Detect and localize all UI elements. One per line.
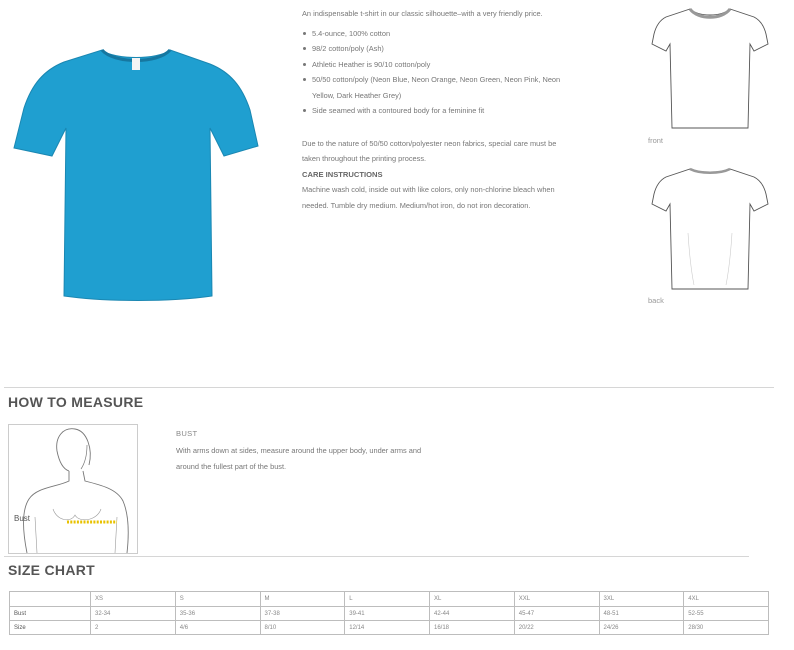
size-header-row (10, 592, 769, 607)
care-instructions-title: CARE INSTRUCTIONS (302, 169, 383, 179)
flat-back-label: back (648, 296, 664, 305)
feature-item: Athletic Heather is 90/10 cotton/poly (302, 57, 562, 73)
table-cell: 20/22 (514, 621, 599, 635)
flat-front-label: front (648, 136, 664, 145)
table-cell: 39-41 (345, 607, 430, 621)
table-cell: 42-44 (430, 607, 515, 621)
table-row (10, 621, 769, 635)
table-cell: 32-34 (91, 607, 176, 621)
size-header-cell: XS (91, 592, 176, 607)
bust-figure-label: Bust (14, 514, 31, 523)
table-cell: 12/14 (345, 621, 430, 635)
shirt-body (14, 50, 258, 301)
flat-sketch-back (650, 165, 770, 293)
corner-cell (10, 592, 91, 607)
bust-heading: BUST (176, 429, 198, 438)
product-shirt-image (10, 44, 260, 304)
bust-measure-figure (8, 424, 138, 554)
table-cell: 2 (91, 621, 176, 635)
feature-list (302, 26, 562, 119)
bust-instructions: With arms down at sides, measure around the upper body, under arms and around the fullest part of the bust. (176, 446, 422, 471)
table-cell: 48-51 (599, 607, 684, 621)
size-header-cell: 4XL (684, 592, 769, 607)
size-chart-table (9, 591, 769, 635)
table-cell: 4/6 (175, 621, 260, 635)
row-label: Size (10, 621, 91, 635)
table-cell: 52-55 (684, 607, 769, 621)
feature-item: 98/2 cotton/poly (Ash) (302, 41, 562, 57)
table-cell: 16/18 (430, 621, 515, 635)
table-cell: 45-47 (514, 607, 599, 621)
flat-sketch-front (650, 6, 770, 132)
feature-item: 5.4-ounce, 100% cotton (302, 26, 562, 42)
feature-item: 50/50 cotton/poly (Neon Blue, Neon Orange, Neon Green, Neon Pink, Neon Yellow, Dark Heather Grey) (302, 72, 562, 103)
size-header-cell: XL (430, 592, 515, 607)
table-cell: 24/26 (599, 621, 684, 635)
table-cell: 37-38 (260, 607, 345, 621)
woman-figure-illustration (9, 425, 137, 553)
product-intro: An indispensable t-shirt in our classic silhouette–with a very friendly price. (302, 9, 543, 18)
size-header-cell: 3XL (599, 592, 684, 607)
size-header-cell: L (345, 592, 430, 607)
table-cell: 28/30 (684, 621, 769, 635)
size-header-cell: S (175, 592, 260, 607)
table-row (10, 607, 769, 621)
section-divider (4, 556, 749, 557)
shirt-tag (132, 58, 140, 70)
table-cell: 35-36 (175, 607, 260, 621)
neon-fabric-note: Due to the nature of 50/50 cotton/polyester neon fabrics, special care must be taken throughout the printing process. (302, 138, 557, 163)
feature-item: Side seamed with a contoured body for a feminine fit (302, 103, 562, 119)
care-instructions-text: Machine wash cold, inside out with like colors, only non-chlorine bleach when needed. Tumble dry medium. Medium/hot iron, do not iron decoration. (302, 185, 555, 210)
size-header-cell: M (260, 592, 345, 607)
table-cell: 8/10 (260, 621, 345, 635)
section-divider (4, 387, 774, 388)
size-header-cell: XXL (514, 592, 599, 607)
product-description (302, 6, 562, 213)
how-to-measure-title: HOW TO MEASURE (8, 394, 144, 410)
row-label: Bust (10, 607, 91, 621)
size-chart-title: SIZE CHART (8, 562, 95, 578)
